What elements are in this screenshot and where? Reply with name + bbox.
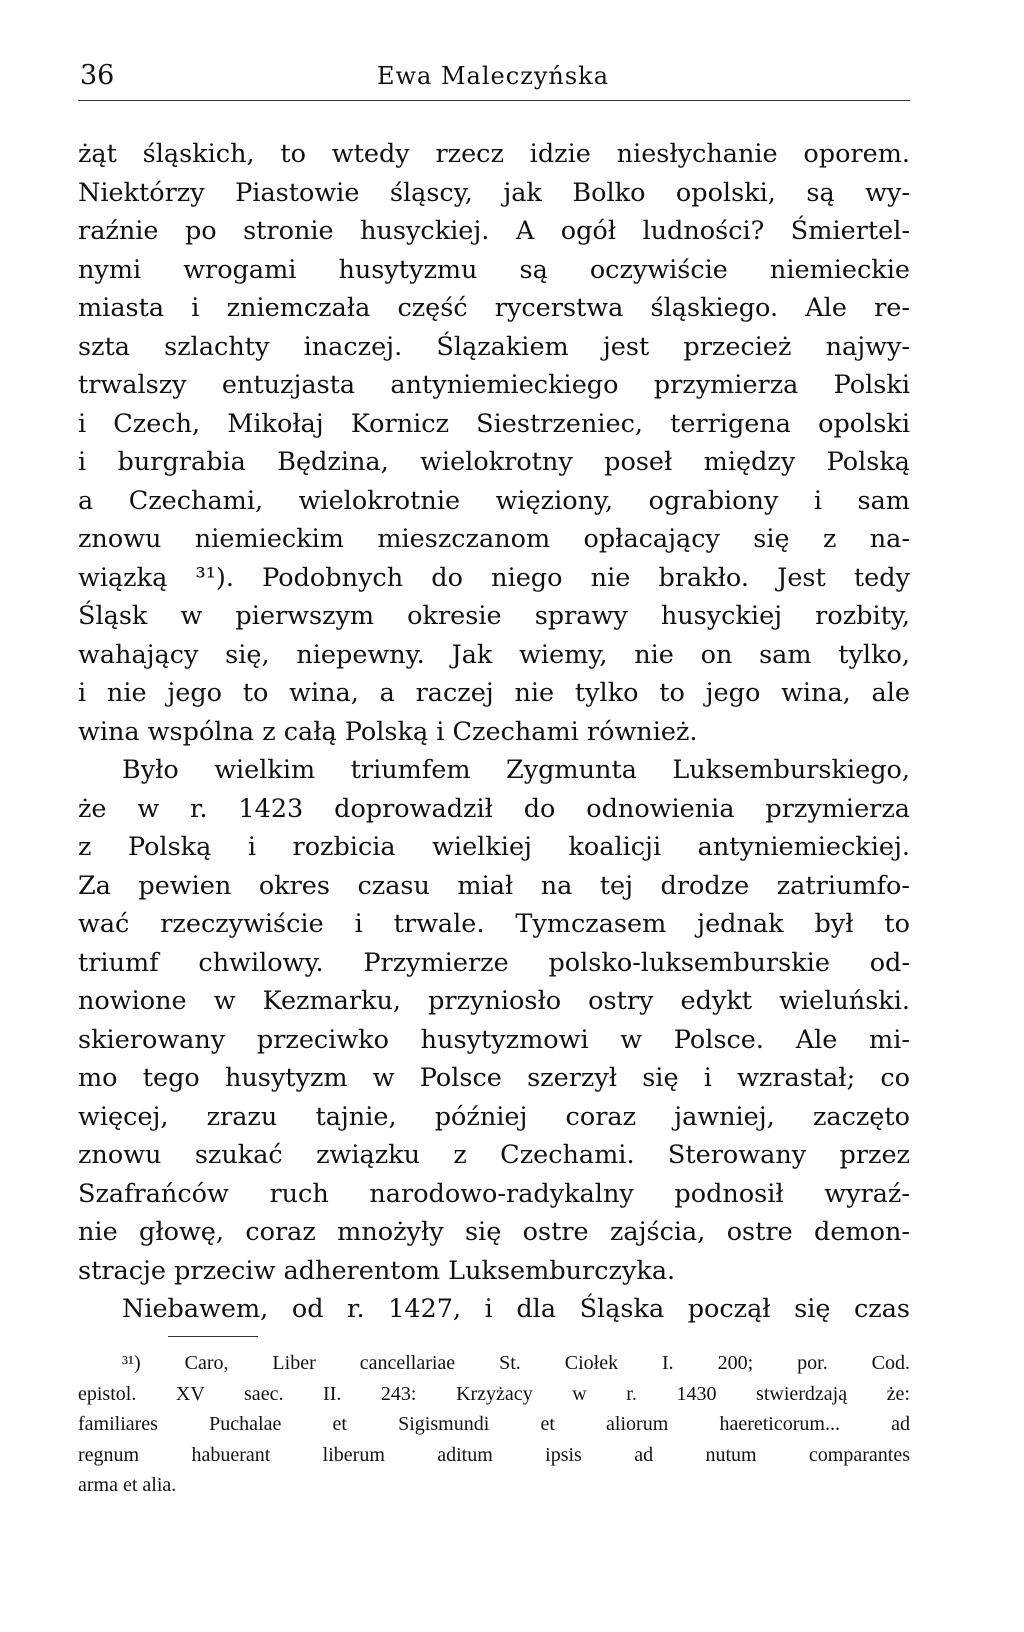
- footnote-rule: [168, 1336, 258, 1337]
- main-text: [78, 135, 910, 1329]
- footnote-line: regnum habuerant liberum aditum ipsis ad nutum comparantes: [78, 1443, 910, 1466]
- text-line: i burgrabia Będzina, wielokrotny poseł między Polską: [78, 447, 910, 477]
- text-line: znowu niemieckim mieszczanom opłacający się z na-: [78, 524, 910, 554]
- footnote-line: epistol. XV saec. II. 243: Krzyżacy w r. 1430 stwierdzają że:: [78, 1382, 910, 1405]
- text-line: Szafrańców ruch narodowo-radykalny podnosił wyraź-: [78, 1178, 910, 1209]
- text-line: Niektórzy Piastowie śląscy, jak Bolko opolski, są wy-: [78, 177, 910, 208]
- footnote-line: arma et alia.: [78, 1474, 177, 1496]
- text-line: że w r. 1423 doprowadził do odnowienia przymierza: [78, 793, 910, 824]
- page-header: [78, 60, 908, 100]
- text-line: żąt śląskich, to wtedy rzecz idzie niesłychanie oporem.: [78, 139, 910, 169]
- text-line: nowione w Kezmarku, przyniosło ostry edykt wieluński.: [78, 986, 910, 1016]
- footnote-line: familiares Puchalae et Sigismundi et aliorum haereticorum... ad: [78, 1413, 910, 1435]
- text-line: skierowany przeciwko husytyzmowi w Polsce. Ale mi-: [78, 1024, 910, 1055]
- text-line: wać rzeczywiście i trwale. Tymczasem jednak był to: [78, 909, 910, 939]
- text-line: znowu szukać związku z Czechami. Sterowany przez: [78, 1140, 910, 1170]
- text-line: miasta i zniemczała część rycerstwa śląskiego. Ale re-: [78, 293, 910, 323]
- text-line: i nie jego to wina, a raczej nie tylko to jego wina, ale: [78, 678, 910, 708]
- text-line: nie głowę, coraz mnożyły się ostre zajścia, ostre demon-: [78, 1217, 910, 1247]
- text-line: z Polską i rozbicia wielkiej koalicji antyniemieckiej.: [78, 832, 910, 862]
- text-line: więcej, zrazu tajnie, później coraz jawniej, zaczęto: [78, 1101, 910, 1132]
- text-line: stracje przeciw adherentom Luksemburczyka.: [78, 1255, 676, 1286]
- text-line: wina wspólna z całą Polską i Czechami również.: [78, 716, 698, 747]
- text-line: nymi wrogami husytyzmu są oczywiście niemieckie: [78, 254, 910, 285]
- text-line: trwalszy entuzjasta antyniemieckiego przymierza Polski: [78, 370, 910, 400]
- footnote-line: ³¹) Caro, Liber cancellariae St. Ciołek I. 200; por. Cod.: [122, 1352, 910, 1374]
- text-line: Niebawem, od r. 1427, i dla Śląska począł się czas: [122, 1294, 910, 1324]
- text-line: mo tego husytyzm w Polsce szerzył się i wzrastał; co: [78, 1063, 910, 1093]
- page-number: 36: [80, 60, 115, 91]
- text-line: i Czech, Mikołaj Kornicz Siestrzeniec, terrigena opolski: [78, 408, 910, 439]
- text-line: wiązką ³¹). Podobnych do niego nie brakło. Jest tedy: [78, 562, 910, 593]
- text-line: a Czechami, wielokrotnie więziony, ograbiony i sam: [78, 485, 910, 516]
- footnotes: [78, 1348, 910, 1501]
- text-line: Za pewien okres czasu miał na tej drodze zatriumfo-: [78, 870, 910, 901]
- running-head-author: Ewa Maleczyńska: [376, 62, 610, 90]
- text-line: Było wielkim triumfem Zygmunta Luksemburskiego,: [122, 755, 910, 785]
- header-rule: [78, 100, 910, 101]
- text-line: raźnie po stronie husyckiej. A ogół ludności? Śmiertel-: [78, 216, 910, 246]
- text-line: wahający się, niepewny. Jak wiemy, nie on sam tylko,: [78, 639, 910, 670]
- text-line: Śląsk w pierwszym okresie sprawy husyckiej rozbity,: [78, 601, 910, 631]
- text-line: triumf chwilowy. Przymierze polsko-luksemburskie od-: [78, 947, 910, 978]
- text-line: szta szlachty inaczej. Ślązakiem jest przecież najwy-: [78, 331, 910, 362]
